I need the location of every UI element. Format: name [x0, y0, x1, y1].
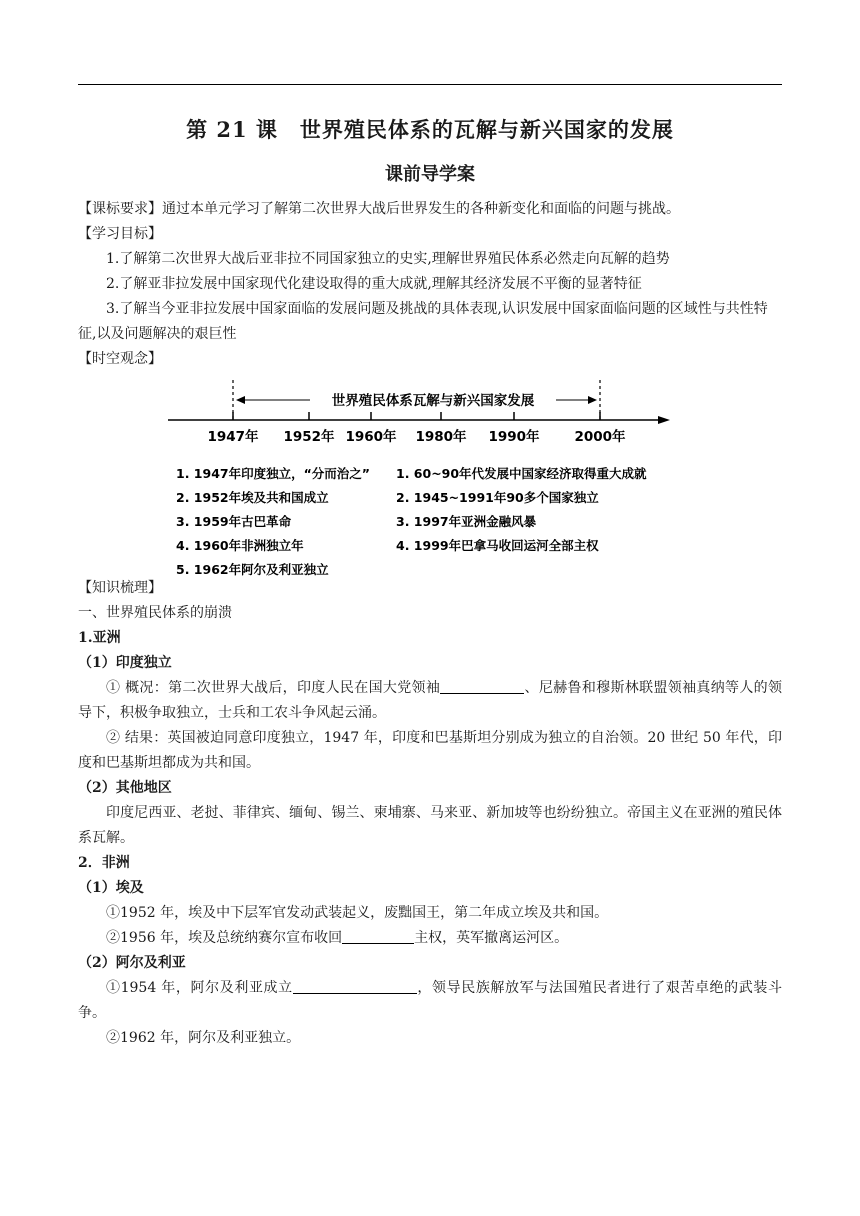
- algeria-item-1: [78, 976, 782, 1026]
- main-content: [78, 197, 782, 1051]
- timeline-event-left: 5. 1962年阿尔及利亚独立: [176, 562, 329, 576]
- egypt-item-2: [78, 926, 782, 951]
- timeline-event-left: 1. 1947年印度独立，“分而治之”: [176, 466, 371, 481]
- india-result: ② 结果：英国被迫同意印度独立，1947 年，印度和巴基斯坦分别成为独立的自治领。20 世纪 50 年代，印度和巴基斯坦都成为共和国。: [78, 730, 782, 771]
- right-event-list: [396, 466, 647, 553]
- fill-blank-2[interactable]: [342, 929, 414, 944]
- timeline-year-label: 1947年: [207, 429, 259, 445]
- timeline-event-right: 1. 60~90年代发展中国家经济取得重大成就: [396, 466, 647, 481]
- egypt-heading: （1）埃及: [78, 880, 144, 896]
- timeline-event-left: 3. 1959年古巴革命: [176, 514, 292, 529]
- span-arrow-left-head: [236, 396, 245, 404]
- timeline-event-left: 4. 1960年非洲独立年: [176, 538, 304, 553]
- timeline-years: [207, 428, 626, 445]
- spacetime-label: 【时空观念】: [78, 351, 162, 367]
- timeline-event-left: 2. 1952年埃及共和国成立: [176, 490, 329, 505]
- timeline-svg: [78, 374, 782, 576]
- other-regions-text: 印度尼西亚、老挝、菲律宾、缅甸、锡兰、柬埔寨、马来亚、新加坡等也纷纷独立。帝国主义在亚洲的殖民体系瓦解。: [78, 805, 782, 846]
- timeline-banner: 世界殖民体系瓦解与新兴国家发展: [331, 393, 535, 409]
- timeline-year-label: 1980年: [415, 429, 467, 445]
- timeline-year-label: 2000年: [574, 429, 626, 445]
- span-arrow-right-head: [588, 396, 597, 404]
- timeline-figure: [78, 374, 782, 576]
- india-heading: （1）印度独立: [78, 655, 172, 671]
- timeline-event-right: 2. 1945~1991年90多个国家独立: [396, 490, 599, 505]
- objective-item-2: 2.了解亚非拉发展中国家现代化建设取得的重大成就,理解其经济发展不平衡的显著特征: [106, 276, 642, 292]
- objective-item-3: 3.了解当今亚非拉发展中国家面临的发展问题及挑战的具体表现,认识发展中国家面临问题的区域性与共性特征,以及问题解决的艰巨性: [78, 301, 768, 342]
- knowledge-label: 【知识梳理】: [78, 580, 162, 596]
- asia-heading: 1.亚洲: [78, 630, 121, 646]
- requirements-line: [78, 197, 782, 222]
- egypt-item-2-text-b: 主权，英军撤离运河区。: [414, 930, 569, 946]
- objective-item-1: 1.了解第二次世界大战后亚非拉不同国家独立的史实,理解世界殖民体系必然走向瓦解的趋势: [106, 251, 670, 267]
- algeria-heading: （2）阿尔及利亚: [78, 955, 186, 971]
- objectives-label: 【学习目标】: [78, 226, 162, 242]
- left-event-list: [176, 466, 370, 576]
- page-title: 第 21 课 世界殖民体系的瓦解与新兴国家的发展: [186, 117, 674, 142]
- timeline-year-label: 1990年: [488, 429, 540, 445]
- header-rule: [78, 84, 782, 85]
- algeria-item-1-text-b: ，领导民族解放军与法国殖民者进行了艰苦卓绝的武装斗争。: [78, 980, 782, 1021]
- india-overview-text-b: 、尼赫鲁和穆斯林联盟领袖真纳等人的领导下，积极争取独立，士兵和工农斗争风起云涌。: [78, 680, 783, 721]
- timeline-year-label: 1960年: [345, 429, 397, 445]
- india-overview-text-a: ① 概况：第二次世界大战后，印度人民在国大党领袖: [106, 680, 441, 696]
- timeline-event-right: 4. 1999年巴拿马收回运河全部主权: [396, 538, 599, 553]
- timeline-event-right: 3. 1997年亚洲金融风暴: [396, 514, 537, 529]
- egypt-item-1: ①1952 年，埃及中下层军官发动武装起义，废黜国王，第二年成立埃及共和国。: [106, 905, 609, 921]
- timeline-ticks: [233, 412, 600, 420]
- algeria-item-1-text-a: ①1954 年，阿尔及利亚成立: [106, 980, 293, 996]
- other-regions-heading: （2）其他地区: [78, 780, 172, 796]
- africa-heading: 2．非洲: [78, 855, 130, 871]
- fill-blank-3[interactable]: [293, 979, 417, 994]
- requirements-label: 【课标要求】: [78, 201, 162, 217]
- section-1-heading: 一、世界殖民体系的崩溃: [78, 605, 232, 621]
- timeline-axis-arrow: [658, 416, 670, 424]
- requirements-text: 通过本单元学习了解第二次世界大战后世界发生的各种新变化和面临的问题与挑战。: [162, 201, 680, 217]
- algeria-item-2: ②1962 年，阿尔及利亚独立。: [106, 1030, 301, 1046]
- egypt-item-2-text-a: ②1956 年，埃及总统纳赛尔宣布收回: [106, 930, 343, 946]
- india-overview: [78, 676, 782, 726]
- page-subtitle: 课前导学案: [385, 164, 475, 185]
- fill-blank-1[interactable]: [440, 679, 524, 694]
- timeline-year-label: 1952年: [283, 429, 335, 445]
